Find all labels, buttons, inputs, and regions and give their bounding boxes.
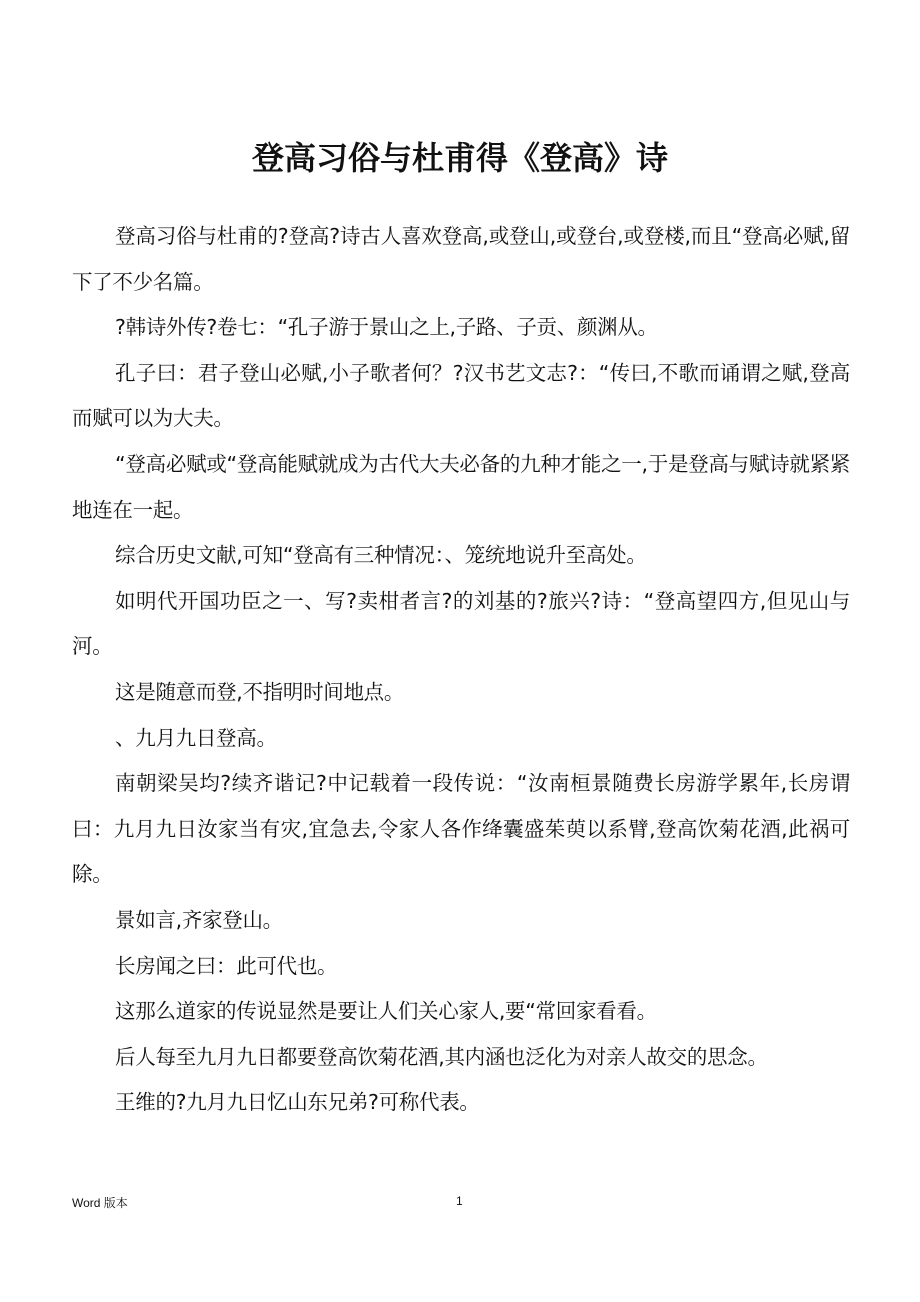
- page-number: 1: [456, 1194, 463, 1208]
- paragraph: 王维的?九月九日忆山东兄弟?可称代表。: [115, 1090, 480, 1115]
- paragraph: 景如言,齐家登山。: [115, 907, 283, 932]
- document-body: [72, 214, 850, 1126]
- paragraph: 登高习俗与杜甫的?登高?诗古人喜欢登高,或登山,或登台,或登楼,而且“登高必赋,留下了不少名篇。: [72, 224, 850, 294]
- paragraph: 南朝梁吴均?续齐谐记?中记载着一段传说：“汝南桓景随费长房游学累年,长房谓曰：九月九日汝家当有灾,宜急去,令家人各作绛囊盛茱萸以系臂,登高饮菊花酒,此祸可除。: [72, 771, 850, 887]
- paragraph: 孔子曰：君子登山必赋,小子歌者何？?汉书艺文志?：“传曰,不歌而诵谓之赋,登高而赋可以为大夫。: [72, 360, 850, 431]
- document-title: 登高习俗与杜甫得《登高》诗: [251, 139, 668, 177]
- footer-label: Word 版本: [72, 1196, 128, 1210]
- paragraph: 如明代开国功臣之一、写?卖柑者言?的刘基的?旅兴?诗：“登高望四方,但见山与河。: [72, 588, 850, 659]
- paragraph: 、九月九日登高。: [115, 725, 277, 750]
- paragraph: 长房闻之曰：此可代也。: [115, 953, 338, 978]
- paragraph: 综合历史文献,可知“登高有三种情况：、笼统地说升至高处。: [115, 543, 647, 568]
- paragraph: “登高必赋或“登高能赋就成为古代大夫必备的九种才能之一,于是登高与赋诗就紧紧地连在一起。: [72, 451, 850, 522]
- paragraph: 后人每至九月九日都要登高饮菊花酒,其内涵也泛化为对亲人故交的思念。: [115, 1044, 768, 1069]
- paragraph: 这是随意而登,不指明时间地点。: [115, 679, 405, 704]
- paragraph: ?韩诗外传?卷七：“孔子游于景山之上,子路、子贡、颜渊从。: [115, 315, 658, 340]
- paragraph: 这那么道家的传说显然是要让人们关心家人,要“常回家看看。: [115, 999, 657, 1024]
